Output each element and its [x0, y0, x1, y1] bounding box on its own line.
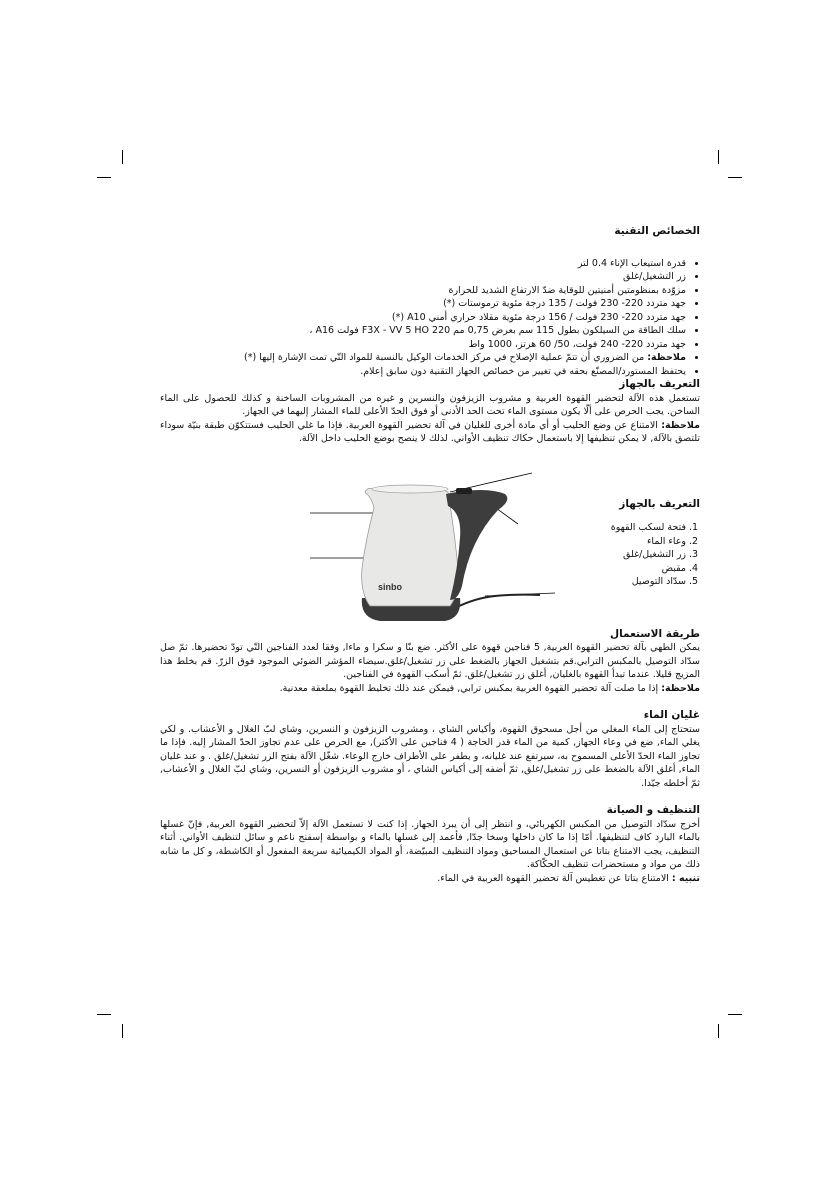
list-item: • جهد متردد 220- 230 فولت / 135 درجة مئوية ترموستات (*): [160, 297, 686, 311]
boiling-heading: غليان الماء: [643, 709, 700, 721]
brand-logo: sinbo: [378, 581, 402, 592]
intro-paragraph: تستعمل هذه الآلة لتحضير القهوة العربية و مشروب الزيزفون والنسرين و غيره من المشروبات الساخنة و كذلك للحصول على الماء الساخن. يجب الحرص على ألّا يكون مستوى الماء تحت الحد الأدنى أو فوق الحدّ الأعلى للماء المشار إليهما في الجهاز.: [160, 392, 700, 417]
note-label: ملاحظة:: [647, 352, 686, 363]
list-item: 1. فتحة لسكب القهوة: [500, 521, 686, 535]
cleaning-heading: التنظيف و الصيانة: [606, 804, 700, 816]
list-item: 4. مقبض: [500, 562, 686, 576]
crop-mark: [728, 177, 742, 178]
usage-paragraph: يمكن الطهي بآلة تحضير القهوة العربية, 5 فناجين قهوة على الأكثر. ضع بنّا و سكرا و ماءا, وفقا لعدد الفناجين التّي تودّ تحضيرها. ثمّ صل سدّاد التوصيل بالمكبس الترابي.قم بتشغيل الجهاز بالضغط على زر تشغيل/غلق.سيضاء المؤشر الضوئي الموجود فوق الزرّ. قم بخلط هذا المزيج قليلا. عندما تبدأ القهوة بالغليان, أغلق زر تشغيل/غلق. ثمّ أسكب القهوة في الفناجين.: [160, 642, 701, 680]
power-switch: [456, 488, 472, 494]
intro-heading: التعريف بالجهاز: [619, 378, 700, 390]
note-label: ملاحظة:: [661, 419, 700, 431]
coffee-maker-illustration: [310, 468, 560, 626]
boiling-paragraph: ستحتاج إلى الماء المغلي من أجل مسحوق القهوة، وأكياس الشاي ، ومشروب الزيزفون و النسرين، وشاي لبّ الغلال و الأعشاب. و لكي يغلي الماء, ضع في وعاء الجهاز, كمية من الماء قدر الحاجة ( 4 فناجين على الأكثر), مع الحرص على عدم تجاوز الحدّ المشار إليه. فإذا ما تجاوز الماء الحدّ الأعلى المسموح به، سيرتفع عند غليانه، و يطفر على الأطراف خارج الوعاء. شغّل الآلة بفتح الزر تشغيل/غلق . و عند غليان الماء, أغلق الآلة بالضغط على زر تشغيل/غلق, ثمّ أضفه إلى أكياس الشاي ، أو مشروب الزيزفون أو النسرين، وشاي لبّ الغلال و الأعشاب, ثمّ أخلطه جيّدا.: [160, 723, 700, 789]
crop-mark: [122, 150, 123, 164]
list-item: • سلك الطاقة من السيلكون بطول 115 سم بعرض 0,75 مم F3X - VV 5 HO 220 فولت A16 ،: [160, 324, 686, 338]
crop-mark: [718, 1024, 719, 1038]
list-item: 2. وعاء الماء: [500, 535, 686, 549]
crop-mark: [728, 1014, 742, 1015]
crop-mark: [97, 177, 111, 178]
jug-rim: [372, 485, 448, 493]
usage-note: ملاحظة: إذا ما صلت آلة تحضير القهوة العربية بمكبس ترابي, فيمكن عند ذلك تخليط القهوة بملعقة معدنية.: [279, 682, 700, 694]
list-item: 3. زر التشغيل/غلق: [500, 548, 686, 562]
list-item: • قدرة استيعاب الإناء 0.4 لتر: [160, 257, 686, 271]
list-item: • جهد متردد 220- 230 فولت / 156 درجة مئوية مقلاد حراري أمني A10 (*): [160, 311, 686, 325]
device-figure: [160, 468, 700, 628]
cleaning-warning: تنبيه : الامتناع بتاتا عن تغطيس آلة تحضير القهوة العربية في الماء.: [437, 872, 700, 884]
list-item: • جهد متردد 220- 240 فولت، 50/ 60 هرتز، 1000 واط: [160, 338, 686, 352]
manual-page: [160, 225, 700, 885]
water-jug: [362, 487, 459, 606]
note-label: ملاحظة:: [661, 682, 700, 694]
parts-heading: التعريف بالجهاز: [619, 497, 700, 510]
usage-heading: طريقة الاستعمال: [610, 627, 700, 640]
list-item: • ملاحظة: من الضروري أن تتمّ عملية الإصلاح في مركز الخدمات الوكيل بالنسبة للمواد التّي تمت الإشارة إليها (*): [160, 351, 686, 365]
crop-mark: [97, 1014, 111, 1015]
list-item: • زر التشغيل/غلق: [160, 270, 686, 284]
cleaning-paragraph: أخرج سدّاد التوصيل من المكبس الكهربائي، و انتظر إلى أن يبرد الجهاز. إذا كنت لا تستعمل الآلة إلاّ لتحضير القهوة العربية, فإنّ غسلها بالماء البارد كاف لتنظيفها. أمّا إذا ما كان داخلها وسخا جدّا, فأعمد إلى غسلها بالماء و بواسطة إسفنج ناعم و سائل لتنظيف الأواني. أثناء التنظيف، يجب الامتناع بتاتا عن استعمال المساحيق ومواد التنظيف المبيّضة، أو المواد الكيميائية سريعة المفعول أو الكاشطة، و كل ما شابه ذلك من مواد و مستحضرات تنظيف الحكّاكة.: [160, 818, 700, 870]
crop-mark: [718, 150, 719, 164]
intro-note: ملاحظة: الامتناع عن وضع الحليب أو أي مادة أخرى للغليان في آلة تحضير القهوة العربية. فإذا ما غلي الحليب فستتكوّن طبقة بنيّة سوداء تلتصق بالآلة, لا يمكن تنظيفها إلا باستعمال حكاك تنظيف الأواني. لذلك لا ينصح بوضع الحليب داخل الآلة.: [160, 419, 700, 444]
list-item: 5. سدّاد التوصيل: [500, 575, 686, 589]
warning-label: تنبيه :: [671, 872, 700, 884]
specs-heading: الخصائص التقنية: [614, 225, 700, 237]
specs-list: [160, 257, 700, 379]
power-cord: [455, 594, 540, 607]
list-item: • مزوّدة بمنظومتين أمنيتين للوقاية ضدّ الارتفاع الشديد للحرارة: [160, 284, 686, 298]
list-item: • يحتفظ المستورد/المصنّع بحقه في تغيير من خصائص الجهاز التقنية دون سابق إعلام.: [160, 365, 686, 379]
crop-mark: [122, 1024, 123, 1038]
